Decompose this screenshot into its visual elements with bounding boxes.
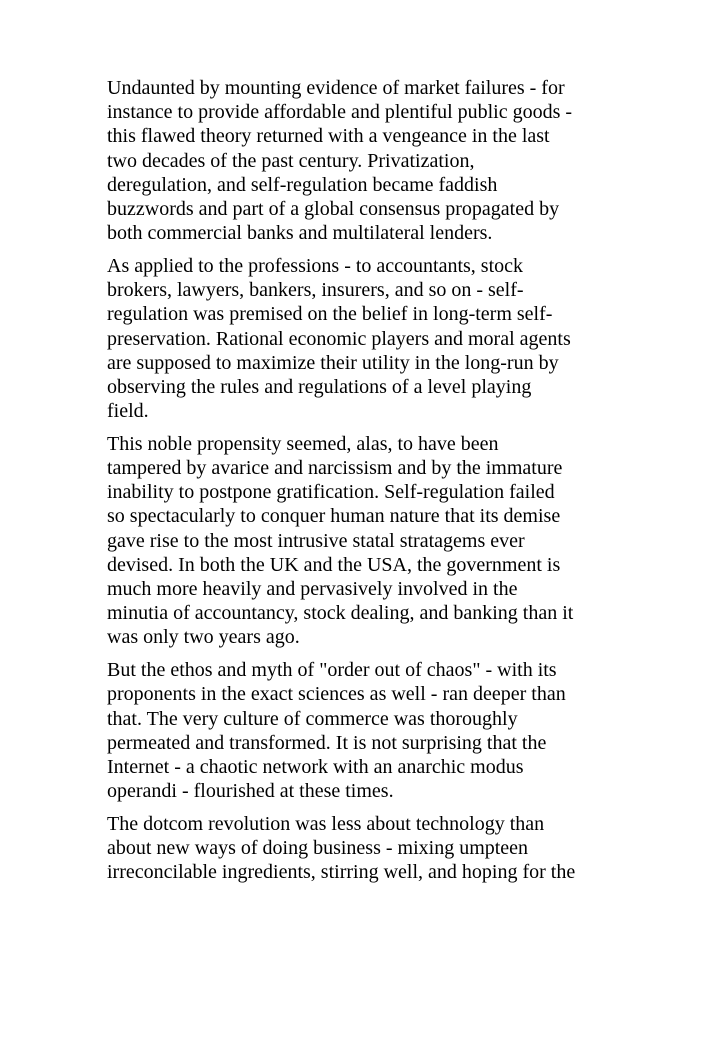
paragraph-dotcom-revolution: The dotcom revolution was less about technology than about new ways of doing business - mixing umpteen irreconcilable ingredients, stirring well, and hoping for the [107,812,576,884]
document-body [107,76,627,893]
paragraph-order-out-of-chaos: But the ethos and myth of "order out of chaos" - with its proponents in the exact sciences as well - ran deeper than that. The very culture of commerce was thoroughly permeated and transformed. It is not surprising that the Internet - a chaotic network with an anarchic modus operandi - flourished at these times. [107,659,566,803]
paragraph-market-failures: Undaunted by mounting evidence of market failures - for instance to provide affordable and plentiful public goods - this flawed theory returned with a vengeance in the last two decades of the past century. Privatization, deregulation, and self-regulation became faddish buzzwords and part of a global consensus propagated by both commercial banks and multilateral lenders. [107,77,573,245]
paragraph-noble-propensity: This noble propensity seemed, alas, to have been tampered by avarice and narcissism and by the immature inability to postpone gratification. Self-regulation failed so spectacularly to conquer human nature that its demise gave rise to the most intrusive statal stratagems ever devised. In both the UK and the USA, the government is much more heavily and pervasively involved in the minutia of accountancy, stock dealing, and banking than it was only two years ago. [107,432,574,649]
paragraph-self-regulation: As applied to the professions - to accountants, stock brokers, lawyers, bankers, insurers, and so on - self- regulation was premised on the belief in long-term self- preservation. Rational economic players and moral agents are supposed to maximize their utility in the long-run by observing the rules and regulations of a level playing field. [107,254,571,423]
